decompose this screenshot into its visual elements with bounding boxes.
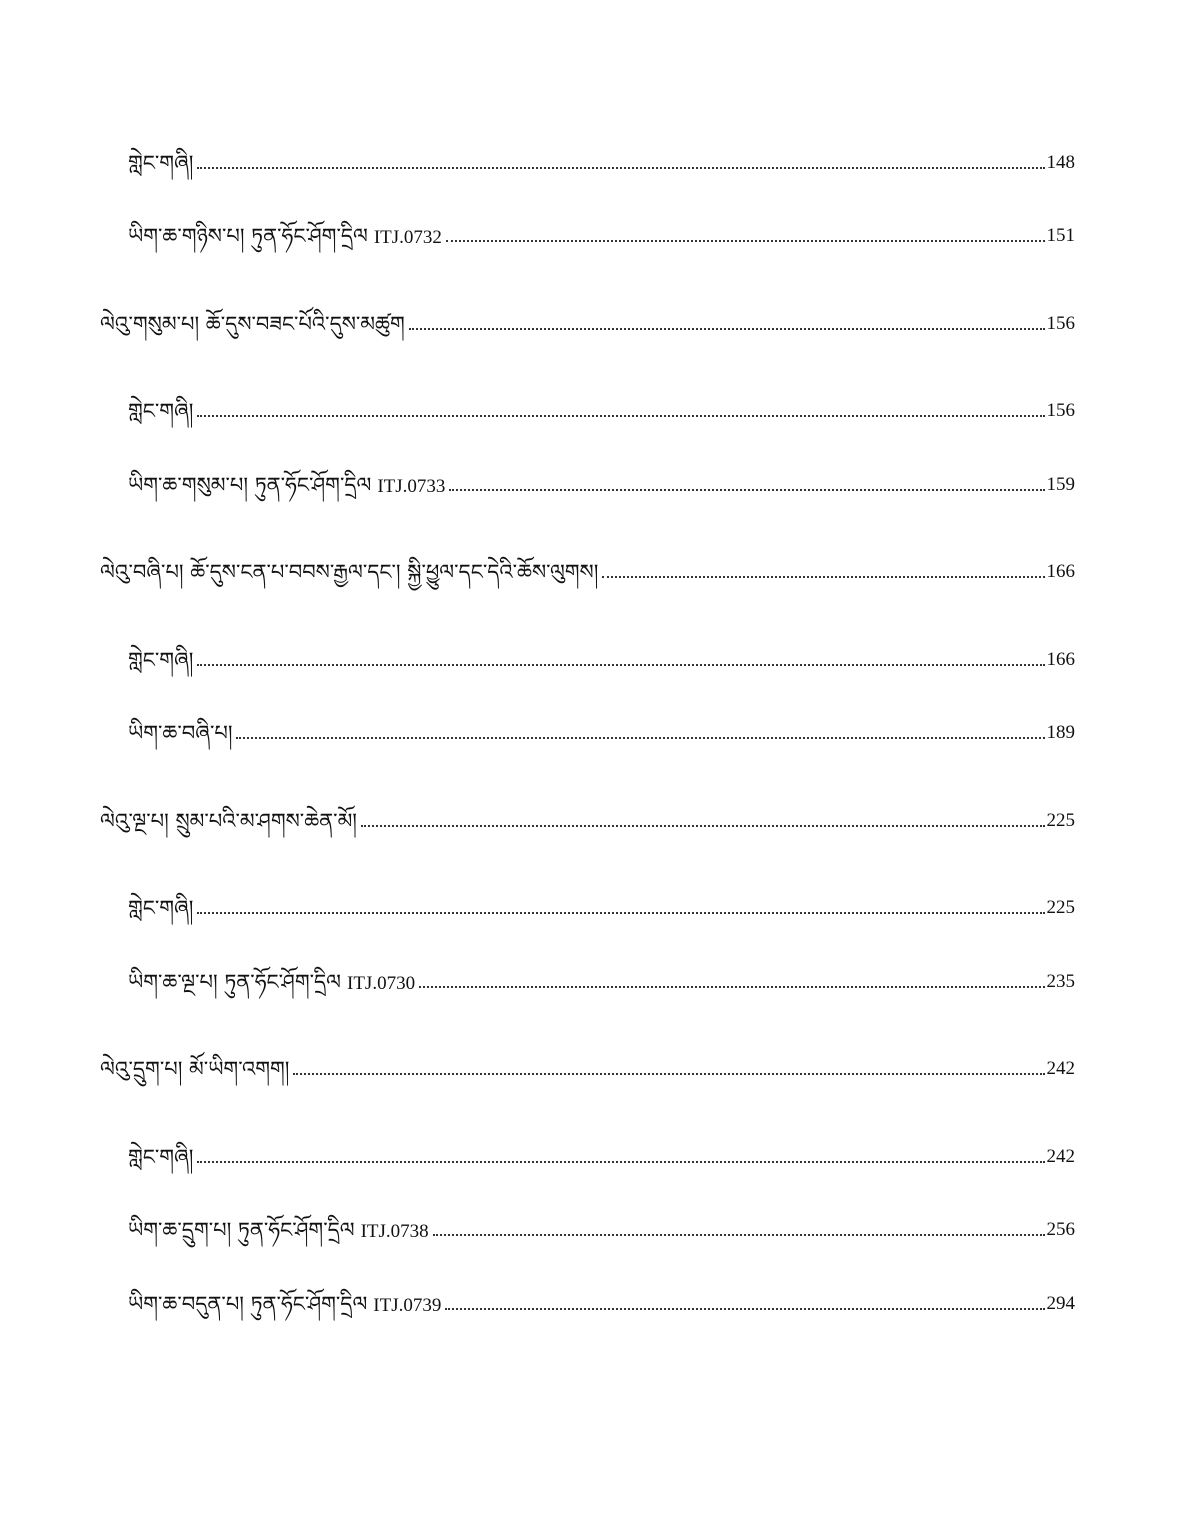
toc-entry[interactable]	[128, 633, 1075, 673]
toc-entry[interactable]	[128, 209, 1075, 249]
toc-entry-label	[100, 562, 598, 585]
toc-entry-label	[100, 1059, 289, 1082]
toc-entry-ref: ITJ.0732	[373, 227, 442, 248]
toc-entry-label	[128, 153, 193, 176]
toc-entry-title: ཡིག་ཆ་དྲུག་པ། ཏུན་ཧོང་ཤོག་དྲིལ	[128, 1218, 355, 1242]
toc-entry-label	[128, 1294, 441, 1317]
toc-entry[interactable]	[128, 1277, 1075, 1317]
toc-entry-label	[128, 1220, 429, 1243]
toc-entry-title: ལེའུ་གསུམ་པ། ཆོ་དུས་བཟང་པོའི་དུས་མཚུག	[100, 312, 405, 336]
toc-entry-title: ལེའུ་དྲུག་པ། མོ་ཡིག་འགག།	[100, 1057, 290, 1081]
toc-page-number: 235	[1046, 971, 1075, 992]
toc-entry-label	[128, 650, 193, 673]
toc-page-number: 166	[1046, 649, 1075, 670]
toc-entry-label	[128, 475, 445, 498]
dot-leader	[236, 737, 1044, 739]
toc-entry-label	[100, 314, 405, 337]
toc-entry-title: གླེང་གཞི།	[128, 151, 194, 175]
toc-entry-label	[128, 226, 442, 249]
toc-page-number: 156	[1046, 400, 1075, 421]
toc-entry[interactable]	[128, 955, 1075, 995]
toc-chapter-entry[interactable]	[100, 297, 1075, 337]
toc-chapter-entry[interactable]	[100, 1042, 1075, 1082]
toc-entry-label	[128, 972, 415, 995]
toc-entry-title: གླེང་གཞི།	[128, 896, 194, 920]
dot-leader	[602, 576, 1044, 578]
dot-leader	[449, 489, 1044, 491]
toc-entry[interactable]	[128, 136, 1075, 176]
toc-entry-ref: ITJ.0733	[377, 476, 446, 497]
dot-leader	[197, 664, 1044, 666]
toc-chapter-entry[interactable]	[100, 794, 1075, 834]
dot-leader	[445, 1308, 1044, 1310]
toc-entry-title: གླེང་གཞི།	[128, 399, 194, 423]
toc-page-number: 156	[1046, 313, 1075, 334]
dot-leader	[197, 167, 1044, 169]
toc-entry[interactable]	[128, 458, 1075, 498]
toc-entry[interactable]	[128, 1130, 1075, 1170]
toc-entry-label	[128, 1147, 193, 1170]
toc-entry-label	[128, 723, 232, 746]
dot-leader	[197, 1161, 1044, 1163]
dot-leader	[419, 986, 1044, 988]
toc-entry[interactable]	[128, 1203, 1075, 1243]
toc-page-number: 225	[1046, 897, 1075, 918]
toc-page-number: 256	[1046, 1219, 1075, 1240]
toc-page-number: 151	[1046, 225, 1075, 246]
toc-entry-title: ཡིག་ཆ་གཉིས་པ། ཏུན་ཧོང་ཤོག་དྲིལ	[128, 224, 368, 248]
dot-leader	[361, 825, 1045, 827]
toc-entry-label	[100, 811, 357, 834]
dot-leader	[446, 240, 1045, 242]
toc-entry-label	[128, 898, 193, 921]
dot-leader	[433, 1234, 1045, 1236]
toc-entry-title: ཡིག་ཆ་བཞི་པ།	[128, 721, 233, 745]
toc-entry[interactable]	[128, 706, 1075, 746]
toc-entry[interactable]	[128, 881, 1075, 921]
toc-entry-title: ཡིག་ཆ་གསུམ་པ། ཏུན་ཧོང་ཤོག་དྲིལ	[128, 473, 372, 497]
toc-page-number: 189	[1046, 722, 1075, 743]
toc-entry-title: ལེའུ་ལྔ་པ། སྲུམ་པའི་མ་ཤགས་ཆེན་མོ།	[100, 809, 357, 833]
toc-entry-title: གླེང་གཞི།	[128, 1145, 194, 1169]
toc-entry[interactable]	[128, 384, 1075, 424]
toc-entry-title: ཡིག་ཆ་བདུན་པ། ཏུན་ཧོང་ཤོག་དྲིལ	[128, 1292, 368, 1316]
toc-entry-ref: ITJ.0730	[347, 973, 416, 994]
toc-entry-title: གླེང་གཞི།	[128, 648, 194, 672]
toc-page-number: 225	[1046, 810, 1075, 831]
toc-page-number: 148	[1046, 152, 1075, 173]
toc-page-number: 159	[1046, 474, 1075, 495]
toc-page-number: 242	[1046, 1058, 1075, 1079]
toc-entry-ref: ITJ.0738	[360, 1221, 429, 1242]
toc-chapter-entry[interactable]	[100, 545, 1075, 585]
toc-page-number: 166	[1046, 561, 1075, 582]
toc-entry-ref: ITJ.0739	[373, 1295, 442, 1316]
dot-leader	[197, 415, 1044, 417]
dot-leader	[409, 328, 1045, 330]
dot-leader	[293, 1073, 1044, 1075]
toc-entry-title: ཡིག་ཆ་ལྔ་པ། ཏུན་ཧོང་ཤོག་དྲིལ	[128, 970, 341, 994]
toc-page-number: 294	[1046, 1293, 1075, 1314]
toc-entry-title: ལེའུ་བཞི་པ། ཆོ་དུས་ངན་པ་བབས་རྒྱལ་དང་། སྐྱི་ཕྱུལ་དང་དེའི་ཆོས་ལུགས།	[100, 560, 599, 584]
toc-page-number: 242	[1046, 1146, 1075, 1167]
dot-leader	[197, 912, 1044, 914]
toc-entry-label	[128, 401, 193, 424]
